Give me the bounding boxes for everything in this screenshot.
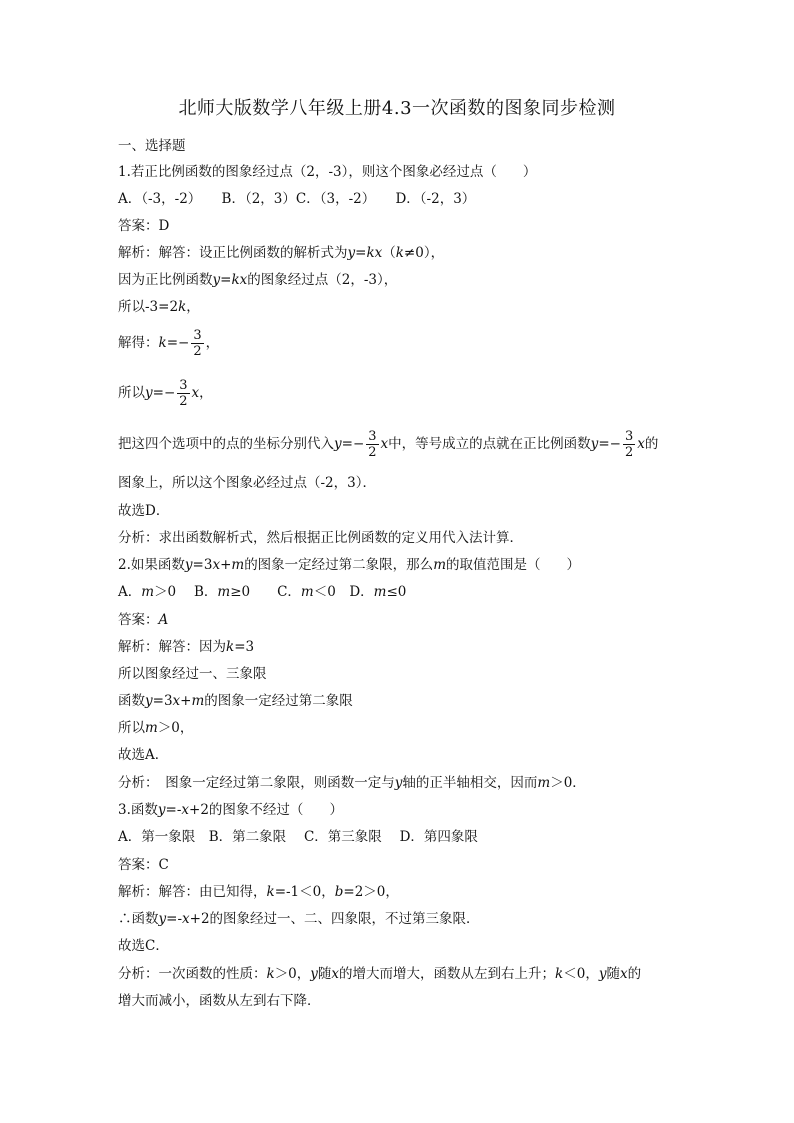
q1-solution-line-8: 故选D．: [118, 503, 170, 519]
q2-solution-line-1: 解析：解答：因为k=3: [118, 639, 255, 655]
q2-solution-line-2: 所以图象经过一、三象限: [118, 666, 267, 682]
q1-solution-line-6: 把这四个选项中的点的坐标分别代入y=− $\frac{3}{2}$ x中，等号成立的点就在正比例函数y=− $\frac{3}{2}$ x的: [118, 429, 659, 460]
q2-solution-line-5: 故选A．: [118, 747, 169, 763]
q1-solution-line-3: 所以-3=2k，: [118, 299, 200, 315]
q2-analysis: 分析： 图象一定经过第二象限，则函数一定与y轴的正半轴相交，因而m＞0．: [118, 775, 586, 791]
q1-answer: 答案：D: [118, 218, 170, 234]
fraction: $\frac{3}{2}$: [624, 429, 634, 460]
q2-stem: 2.如果函数y=3x+m的图象一定经过第二象限，那么m的取值范围是（ ）: [118, 557, 580, 573]
q1-solution-line-2: 因为正比例函数y=kx的图象经过点（2，-3），: [118, 272, 398, 288]
q1-solution-line-1: 解析：解答：设正比例函数的解析式为y=kx（k≠0），: [118, 245, 445, 261]
q1-solution-line-4: 解得：k=− $\frac{3}{2}$ ，: [118, 328, 220, 359]
q3-analysis-line-2: 增大而减小，函数从左到右下降．: [118, 993, 321, 1009]
q2-solution-line-3: 函数y=3x+m的图象一定经过第二象限: [118, 693, 353, 709]
q3-solution-line-2: ∴函数y=-x+2的图象经过一、二、四象限，不过第三象限．: [118, 911, 480, 927]
q2-solution-line-4: 所以m＞0，: [118, 720, 194, 736]
q1-solution-line-5: 所以y=− $\frac{3}{2}$ x，: [118, 378, 213, 409]
q1-solution-line-7: 图象上，所以这个图象必经过点（-2，3）．: [118, 475, 376, 491]
q3-solution-line-3: 故选C．: [118, 938, 169, 954]
q2-answer: 答案：A: [118, 612, 169, 628]
fraction: $\frac{3}{2}$: [368, 429, 377, 460]
section-heading: 一、选择题: [118, 138, 186, 154]
q3-options: A．第一象限 B．第二象限 C．第三象限 D．第四象限: [118, 829, 478, 845]
fraction: $\frac{3}{2}$: [193, 328, 202, 359]
q3-answer: 答案：C: [118, 857, 169, 873]
q1-analysis: 分析：求出函数解析式，然后根据正比例函数的定义用代入法计算．: [118, 530, 523, 546]
q3-stem: 3.函数y=-x+2的图象不经过（ ）: [118, 802, 343, 818]
q3-solution-line-1: 解析：解答：由已知得，k=-1＜0，b=2＞0，: [118, 884, 399, 900]
q1-stem: 1.若正比例函数的图象经过点（2，-3），则这个图象必经过点（ ）: [118, 164, 537, 180]
fraction: $\frac{3}{2}$: [179, 378, 188, 409]
q3-analysis-line-1: 分析：一次函数的性质：k＞0，y随x的增大而增大，函数从左到右上升；k＜0，y随x的: [118, 966, 642, 982]
page-title: 北师大版数学八年级上册4.3一次函数的图象同步检测: [178, 98, 616, 119]
q2-options: A．m＞0 B．m≥0 C．m＜0 D．m≤0: [118, 584, 407, 600]
q1-options: A．（-3，-2） B．（2，3）C．（3，-2） D．（-2，3）: [118, 191, 476, 207]
